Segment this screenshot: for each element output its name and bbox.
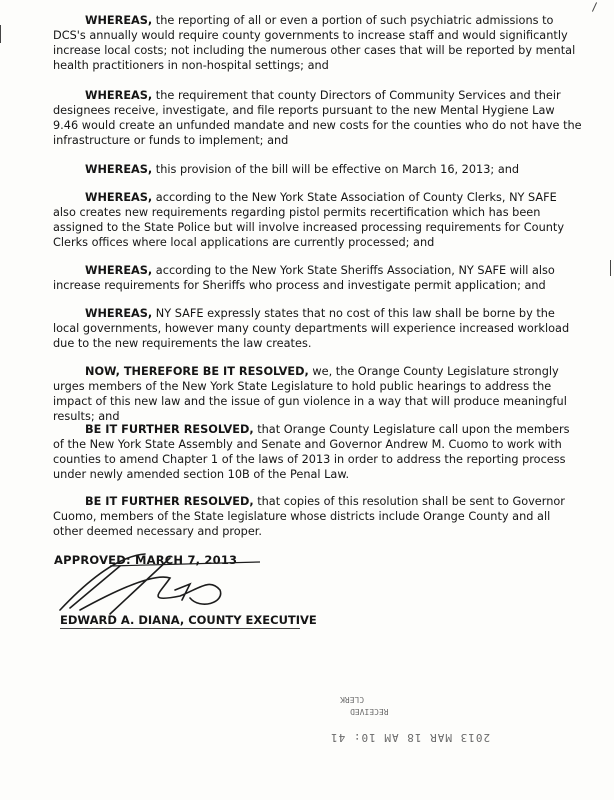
stamp-date: 2013 MAR 18 AM 10: 41 <box>330 731 491 744</box>
approved-date: APPROVED: MARCH 7, 2013 <box>54 553 238 567</box>
whereas-paragraph-1 <box>53 13 583 73</box>
paragraph-lead: WHEREAS, <box>85 14 153 27</box>
paragraph-text: according to the New York State Association of County Clerks, NY SAFE also creates new requirements regarding pistol permits recertification which has been assigned to the State Police but will involve increased processing requirements for County Clerks offices where local applications are currently processed; and <box>53 191 565 249</box>
signature-line <box>60 628 300 629</box>
paragraph-lead: WHEREAS, <box>85 307 153 320</box>
paragraph-text: that copies of this resolution shall be sent to Governor Cuomo, members of the State legislature whose districts include Orange County and all other deemed necessary and proper. <box>53 495 565 538</box>
further-resolved-paragraph-1 <box>53 422 583 482</box>
further-resolved-paragraph-2 <box>53 494 583 539</box>
paragraph-lead: WHEREAS, <box>85 191 153 204</box>
paragraph-text: according to the New York State Sheriffs Association, NY SAFE will also increase requirements for Sheriffs who process and investigate permit application; and <box>53 264 555 292</box>
paragraph-lead: BE IT FURTHER RESOLVED, <box>85 423 254 436</box>
received-stamp <box>330 684 510 744</box>
whereas-paragraph-2 <box>53 88 583 148</box>
paragraph-text: NY SAFE expressly states that no cost of this law shall be borne by the local governments, however many county departments will experience increased workload due to the new requirements the law creates. <box>53 307 570 350</box>
paragraph-lead: NOW, THEREFORE BE IT RESOLVED, <box>85 365 309 378</box>
whereas-paragraph-5 <box>53 263 583 293</box>
paragraph-lead: WHEREAS, <box>85 264 153 277</box>
whereas-paragraph-6 <box>53 306 583 351</box>
executive-name: EDWARD A. DIANA, COUNTY EXECUTIVE <box>60 613 317 627</box>
paragraph-lead: WHEREAS, <box>85 163 153 176</box>
paragraph-lead: BE IT FURTHER RESOLVED, <box>85 495 254 508</box>
paragraph-text: that Orange County Legislature call upon the members of the New York State Assembly and Senate and Governor Andrew M. Cuomo to work with counties to amend Chapter 1 of the laws of 2013 in order to address the reporting process under newly amended section 10B of the Penal Law. <box>53 423 570 481</box>
scan-mark-top <box>592 2 597 11</box>
paragraph-text: this provision of the bill will be effective on March 16, 2013; and <box>152 163 520 176</box>
stamp-clerk: CLERK <box>340 695 365 704</box>
whereas-paragraph-4 <box>53 190 583 250</box>
whereas-paragraph-3 <box>53 162 583 177</box>
scan-mark-right <box>610 260 611 276</box>
paragraph-lead: WHEREAS, <box>85 89 153 102</box>
signature-image <box>50 548 270 623</box>
paragraph-text: the reporting of all or even a portion of such psychiatric admissions to DCS's annually would require county governments to increase staff and would significantly increase local costs; not including the numerous other cases that will be reported by mental health practitioners in non-hospital settings; and <box>53 14 576 72</box>
paragraph-text: the requirement that county Directors of Community Services and their designees receive, investigate, and file reports pursuant to the new Mental Hygiene Law 9.46 would create an unfunded mandate and new costs for the counties who do not have the infrastructure or funds to implement; and <box>53 89 582 147</box>
stamp-received: RECEIVED <box>350 707 389 716</box>
paragraph-text: we, the Orange County Legislature strongly urges members of the New York State Legislature to hold public hearings to address the impact of this new law and the issue of gun violence in a way that will produce meaningful results; and <box>53 365 567 423</box>
scan-mark-left <box>0 25 1 43</box>
now-therefore-paragraph <box>53 364 583 424</box>
